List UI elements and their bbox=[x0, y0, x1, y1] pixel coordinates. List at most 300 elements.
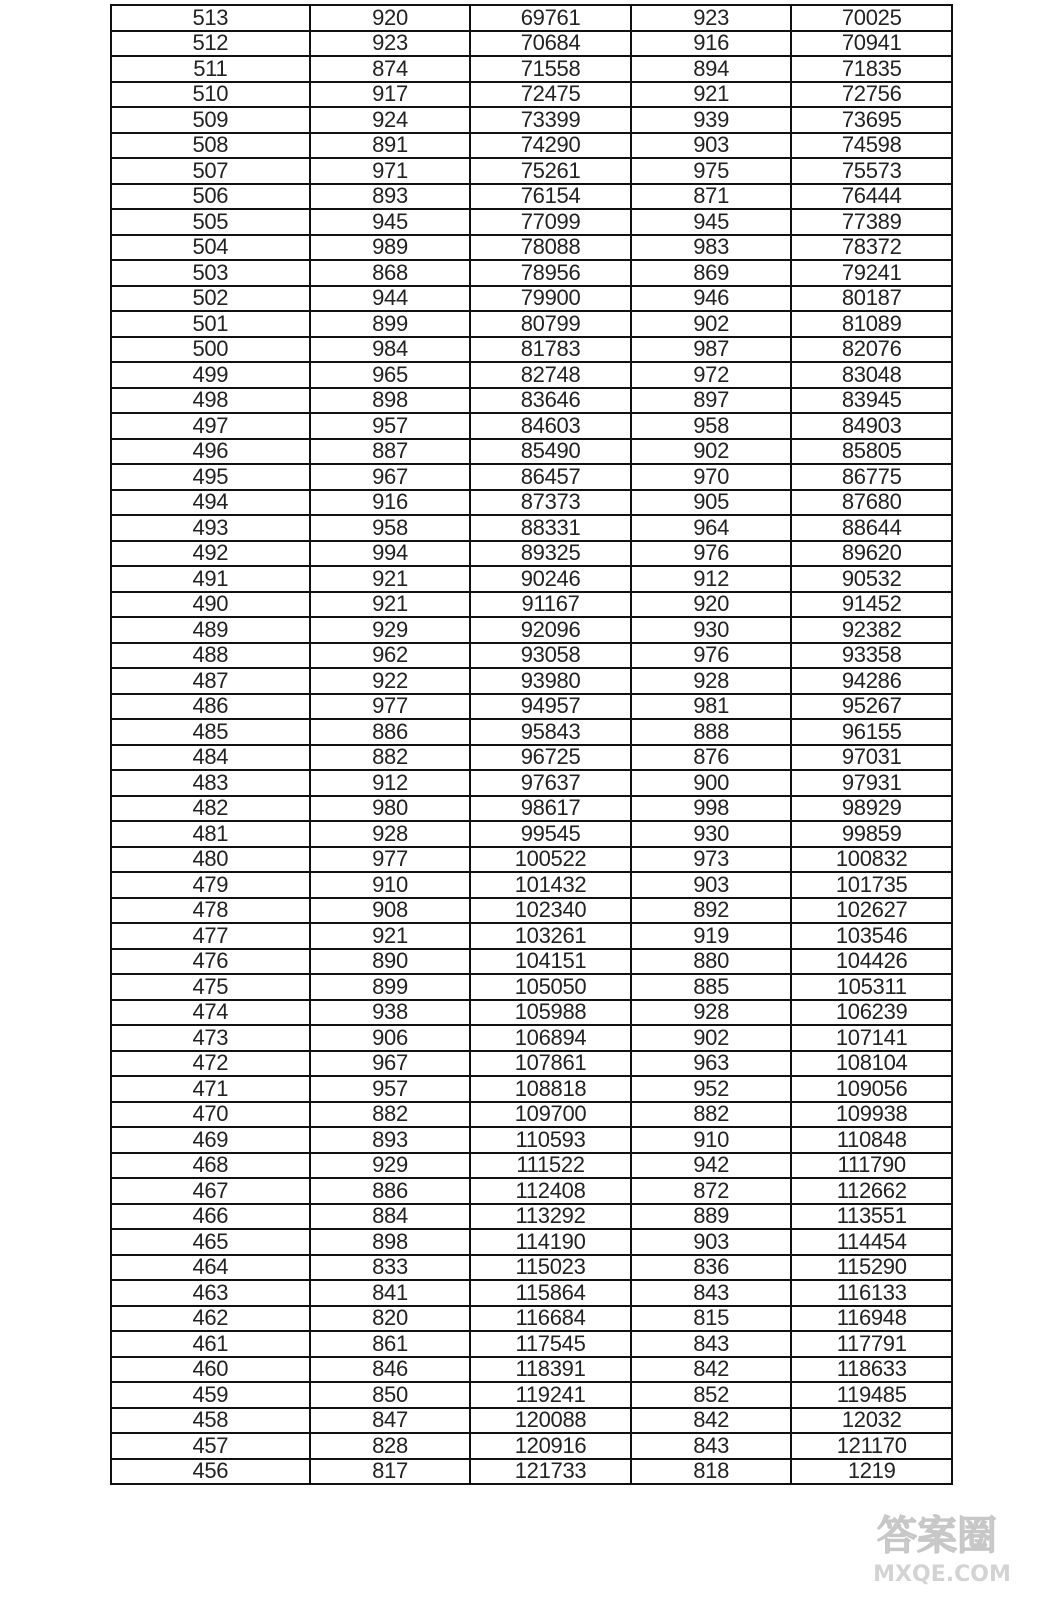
table-cell: 74598 bbox=[791, 133, 952, 159]
table-cell: 902 bbox=[631, 439, 792, 465]
table-cell: 97931 bbox=[791, 770, 952, 796]
table-cell: 109700 bbox=[470, 1102, 631, 1128]
table-cell: 920 bbox=[631, 592, 792, 618]
table-cell: 930 bbox=[631, 821, 792, 847]
table-cell: 104151 bbox=[470, 949, 631, 975]
table-cell: 495 bbox=[111, 464, 310, 490]
table-row bbox=[111, 1382, 952, 1408]
table-row bbox=[111, 1051, 952, 1077]
table-cell: 893 bbox=[310, 1127, 471, 1153]
table-cell: 81783 bbox=[470, 337, 631, 363]
table-row bbox=[111, 770, 952, 796]
table-cell: 511 bbox=[111, 56, 310, 82]
table-cell: 79900 bbox=[470, 286, 631, 312]
table-cell: 921 bbox=[631, 82, 792, 108]
table-row bbox=[111, 1433, 952, 1459]
table-cell: 94286 bbox=[791, 668, 952, 694]
table-cell: 487 bbox=[111, 668, 310, 694]
table-cell: 82076 bbox=[791, 337, 952, 363]
table-cell: 981 bbox=[631, 694, 792, 720]
table-cell: 72475 bbox=[470, 82, 631, 108]
table-cell: 994 bbox=[310, 541, 471, 567]
table-cell: 101432 bbox=[470, 872, 631, 898]
table-cell: 498 bbox=[111, 388, 310, 414]
table-cell: 876 bbox=[631, 745, 792, 771]
table-cell: 499 bbox=[111, 362, 310, 388]
table-row bbox=[111, 413, 952, 439]
table-cell: 111790 bbox=[791, 1153, 952, 1179]
table-cell: 116133 bbox=[791, 1280, 952, 1306]
table-cell: 972 bbox=[631, 362, 792, 388]
table-cell: 946 bbox=[631, 286, 792, 312]
table-cell: 103546 bbox=[791, 923, 952, 949]
table-cell: 113292 bbox=[470, 1204, 631, 1230]
table-cell: 101735 bbox=[791, 872, 952, 898]
table-cell: 464 bbox=[111, 1255, 310, 1281]
table-cell: 91167 bbox=[470, 592, 631, 618]
table-cell: 957 bbox=[310, 1076, 471, 1102]
watermark-graphic bbox=[842, 1499, 1032, 1589]
table-cell: 93058 bbox=[470, 643, 631, 669]
table-cell: 88644 bbox=[791, 515, 952, 541]
table-cell: 488 bbox=[111, 643, 310, 669]
table-cell: 477 bbox=[111, 923, 310, 949]
table-cell: 902 bbox=[631, 1025, 792, 1051]
table-cell: 815 bbox=[631, 1306, 792, 1332]
table-cell: 977 bbox=[310, 694, 471, 720]
table-cell: 977 bbox=[310, 847, 471, 873]
table-cell: 471 bbox=[111, 1076, 310, 1102]
table-cell: 869 bbox=[631, 260, 792, 286]
table-cell: 75573 bbox=[791, 158, 952, 184]
table-cell: 962 bbox=[310, 643, 471, 669]
table-cell: 929 bbox=[310, 1153, 471, 1179]
table-cell: 903 bbox=[631, 133, 792, 159]
table-cell: 912 bbox=[631, 566, 792, 592]
table-cell: 902 bbox=[631, 311, 792, 337]
table-row bbox=[111, 745, 952, 771]
table-cell: 95843 bbox=[470, 719, 631, 745]
table-cell: 928 bbox=[631, 1000, 792, 1026]
table-row bbox=[111, 5, 952, 31]
table-row bbox=[111, 1127, 952, 1153]
table-cell: 121170 bbox=[791, 1433, 952, 1459]
table-cell: 80187 bbox=[791, 286, 952, 312]
table-cell: 99545 bbox=[470, 821, 631, 847]
table-row bbox=[111, 1331, 952, 1357]
table-cell: 104426 bbox=[791, 949, 952, 975]
table-cell: 110593 bbox=[470, 1127, 631, 1153]
table-cell: 473 bbox=[111, 1025, 310, 1051]
table-cell: 512 bbox=[111, 31, 310, 57]
table-cell: 505 bbox=[111, 209, 310, 235]
table-cell: 507 bbox=[111, 158, 310, 184]
table-cell: 489 bbox=[111, 617, 310, 643]
table-cell: 872 bbox=[631, 1178, 792, 1204]
table-cell: 12032 bbox=[791, 1408, 952, 1434]
table-cell: 817 bbox=[310, 1459, 471, 1485]
table-cell: 77099 bbox=[470, 209, 631, 235]
table-cell: 484 bbox=[111, 745, 310, 771]
table-cell: 945 bbox=[310, 209, 471, 235]
table-cell: 874 bbox=[310, 56, 471, 82]
table-cell: 97637 bbox=[470, 770, 631, 796]
table-cell: 510 bbox=[111, 82, 310, 108]
table-cell: 980 bbox=[310, 796, 471, 822]
table-row bbox=[111, 311, 952, 337]
table-cell: 468 bbox=[111, 1153, 310, 1179]
table-row bbox=[111, 133, 952, 159]
table-cell: 987 bbox=[631, 337, 792, 363]
table-cell: 973 bbox=[631, 847, 792, 873]
table-cell: 886 bbox=[310, 1178, 471, 1204]
table-row bbox=[111, 541, 952, 567]
table-cell: 868 bbox=[310, 260, 471, 286]
watermark-text: 答案圈 bbox=[877, 1513, 997, 1559]
table-row bbox=[111, 643, 952, 669]
table-cell: 852 bbox=[631, 1382, 792, 1408]
table-row bbox=[111, 337, 952, 363]
table-row bbox=[111, 872, 952, 898]
score-distribution-table bbox=[110, 4, 953, 1485]
table-cell: 96725 bbox=[470, 745, 631, 771]
table-cell: 110848 bbox=[791, 1127, 952, 1153]
table-cell: 497 bbox=[111, 413, 310, 439]
table-cell: 109938 bbox=[791, 1102, 952, 1128]
table-cell: 76444 bbox=[791, 184, 952, 210]
table-cell: 945 bbox=[631, 209, 792, 235]
table-row bbox=[111, 617, 952, 643]
table-cell: 71558 bbox=[470, 56, 631, 82]
table-cell: 820 bbox=[310, 1306, 471, 1332]
table-cell: 930 bbox=[631, 617, 792, 643]
table-cell: 496 bbox=[111, 439, 310, 465]
table-cell: 923 bbox=[631, 5, 792, 31]
table-cell: 465 bbox=[111, 1229, 310, 1255]
table-cell: 921 bbox=[310, 923, 471, 949]
table-cell: 887 bbox=[310, 439, 471, 465]
table-cell: 118633 bbox=[791, 1357, 952, 1383]
table-cell: 506 bbox=[111, 184, 310, 210]
table-cell: 833 bbox=[310, 1255, 471, 1281]
table-row bbox=[111, 1408, 952, 1434]
table-cell: 989 bbox=[310, 235, 471, 261]
table-cell: 71835 bbox=[791, 56, 952, 82]
table-cell: 500 bbox=[111, 337, 310, 363]
table-cell: 884 bbox=[310, 1204, 471, 1230]
table-cell: 118391 bbox=[470, 1357, 631, 1383]
table-cell: 897 bbox=[631, 388, 792, 414]
table-cell: 90532 bbox=[791, 566, 952, 592]
table-cell: 459 bbox=[111, 1382, 310, 1408]
table-cell: 843 bbox=[631, 1280, 792, 1306]
table-row bbox=[111, 439, 952, 465]
table-cell: 882 bbox=[310, 1102, 471, 1128]
table-cell: 99859 bbox=[791, 821, 952, 847]
table-cell: 513 bbox=[111, 5, 310, 31]
table-cell: 89325 bbox=[470, 541, 631, 567]
table-cell: 105311 bbox=[791, 974, 952, 1000]
table-cell: 92096 bbox=[470, 617, 631, 643]
table-cell: 967 bbox=[310, 1051, 471, 1077]
table-row bbox=[111, 847, 952, 873]
table-row bbox=[111, 1306, 952, 1332]
table-cell: 475 bbox=[111, 974, 310, 1000]
table-cell: 890 bbox=[310, 949, 471, 975]
table-row bbox=[111, 694, 952, 720]
table-row bbox=[111, 362, 952, 388]
table-cell: 96155 bbox=[791, 719, 952, 745]
table-cell: 502 bbox=[111, 286, 310, 312]
table-cell: 457 bbox=[111, 1433, 310, 1459]
table-cell: 944 bbox=[310, 286, 471, 312]
table-cell: 886 bbox=[310, 719, 471, 745]
table-cell: 86457 bbox=[470, 464, 631, 490]
table-row bbox=[111, 1025, 952, 1051]
table-cell: 69761 bbox=[470, 5, 631, 31]
table-cell: 112408 bbox=[470, 1178, 631, 1204]
table-cell: 485 bbox=[111, 719, 310, 745]
table-cell: 70941 bbox=[791, 31, 952, 57]
table-cell: 919 bbox=[631, 923, 792, 949]
table-row bbox=[111, 1255, 952, 1281]
table-row bbox=[111, 1178, 952, 1204]
table-cell: 116948 bbox=[791, 1306, 952, 1332]
table-cell: 109056 bbox=[791, 1076, 952, 1102]
table-cell: 89620 bbox=[791, 541, 952, 567]
table-cell: 120916 bbox=[470, 1433, 631, 1459]
table-cell: 115023 bbox=[470, 1255, 631, 1281]
table-row bbox=[111, 668, 952, 694]
table-row bbox=[111, 107, 952, 133]
table-row bbox=[111, 592, 952, 618]
table-cell: 87373 bbox=[470, 490, 631, 516]
table-cell: 922 bbox=[310, 668, 471, 694]
table-cell: 107861 bbox=[470, 1051, 631, 1077]
watermark-url: MXQE.COM bbox=[873, 1562, 1011, 1587]
table-cell: 474 bbox=[111, 1000, 310, 1026]
table-cell: 1219 bbox=[791, 1459, 952, 1485]
table-cell: 903 bbox=[631, 872, 792, 898]
table-cell: 79241 bbox=[791, 260, 952, 286]
table-cell: 958 bbox=[631, 413, 792, 439]
table-row bbox=[111, 719, 952, 745]
table-cell: 892 bbox=[631, 898, 792, 924]
table-cell: 103261 bbox=[470, 923, 631, 949]
table-cell: 121733 bbox=[470, 1459, 631, 1485]
table-cell: 898 bbox=[310, 388, 471, 414]
table-cell: 861 bbox=[310, 1331, 471, 1357]
table-cell: 483 bbox=[111, 770, 310, 796]
table-row bbox=[111, 1076, 952, 1102]
table-cell: 117545 bbox=[470, 1331, 631, 1357]
table-cell: 504 bbox=[111, 235, 310, 261]
table-cell: 77389 bbox=[791, 209, 952, 235]
table-cell: 88331 bbox=[470, 515, 631, 541]
table-row bbox=[111, 490, 952, 516]
table-cell: 463 bbox=[111, 1280, 310, 1306]
table-cell: 910 bbox=[631, 1127, 792, 1153]
table-cell: 480 bbox=[111, 847, 310, 873]
table-cell: 893 bbox=[310, 184, 471, 210]
table-cell: 108104 bbox=[791, 1051, 952, 1077]
table-cell: 100832 bbox=[791, 847, 952, 873]
table-cell: 100522 bbox=[470, 847, 631, 873]
table-cell: 908 bbox=[310, 898, 471, 924]
table-cell: 462 bbox=[111, 1306, 310, 1332]
table-cell: 102627 bbox=[791, 898, 952, 924]
table-row bbox=[111, 796, 952, 822]
table-cell: 93980 bbox=[470, 668, 631, 694]
table-cell: 83646 bbox=[470, 388, 631, 414]
table-cell: 81089 bbox=[791, 311, 952, 337]
table-cell: 952 bbox=[631, 1076, 792, 1102]
table-cell: 846 bbox=[310, 1357, 471, 1383]
table-row bbox=[111, 158, 952, 184]
table-cell: 921 bbox=[310, 566, 471, 592]
table-cell: 106239 bbox=[791, 1000, 952, 1026]
table-cell: 84903 bbox=[791, 413, 952, 439]
table-cell: 107141 bbox=[791, 1025, 952, 1051]
table-cell: 970 bbox=[631, 464, 792, 490]
table-cell: 86775 bbox=[791, 464, 952, 490]
table-cell: 998 bbox=[631, 796, 792, 822]
table-row bbox=[111, 209, 952, 235]
table-cell: 78088 bbox=[470, 235, 631, 261]
table-cell: 492 bbox=[111, 541, 310, 567]
table-cell: 97031 bbox=[791, 745, 952, 771]
table-row bbox=[111, 1280, 952, 1306]
table-cell: 843 bbox=[631, 1331, 792, 1357]
table-cell: 466 bbox=[111, 1204, 310, 1230]
table-row bbox=[111, 1153, 952, 1179]
table-cell: 478 bbox=[111, 898, 310, 924]
table-cell: 74290 bbox=[470, 133, 631, 159]
table-cell: 80799 bbox=[470, 311, 631, 337]
table-cell: 84603 bbox=[470, 413, 631, 439]
table-cell: 111522 bbox=[470, 1153, 631, 1179]
table-cell: 964 bbox=[631, 515, 792, 541]
table-cell: 95267 bbox=[791, 694, 952, 720]
table-cell: 72756 bbox=[791, 82, 952, 108]
table-row bbox=[111, 235, 952, 261]
table-row bbox=[111, 464, 952, 490]
table-cell: 906 bbox=[310, 1025, 471, 1051]
table-cell: 900 bbox=[631, 770, 792, 796]
table-cell: 818 bbox=[631, 1459, 792, 1485]
table-cell: 842 bbox=[631, 1357, 792, 1383]
table-cell: 891 bbox=[310, 133, 471, 159]
table-cell: 976 bbox=[631, 643, 792, 669]
table-cell: 98617 bbox=[470, 796, 631, 822]
table-cell: 903 bbox=[631, 1229, 792, 1255]
table-cell: 842 bbox=[631, 1408, 792, 1434]
table-cell: 112662 bbox=[791, 1178, 952, 1204]
table-row bbox=[111, 286, 952, 312]
table-cell: 967 bbox=[310, 464, 471, 490]
table-cell: 114190 bbox=[470, 1229, 631, 1255]
table-cell: 93358 bbox=[791, 643, 952, 669]
table-cell: 888 bbox=[631, 719, 792, 745]
table-cell: 470 bbox=[111, 1102, 310, 1128]
table-cell: 70684 bbox=[470, 31, 631, 57]
table-cell: 942 bbox=[631, 1153, 792, 1179]
table-cell: 106894 bbox=[470, 1025, 631, 1051]
table-cell: 117791 bbox=[791, 1331, 952, 1357]
table-row bbox=[111, 82, 952, 108]
watermark-logo bbox=[842, 1499, 1032, 1594]
table-cell: 456 bbox=[111, 1459, 310, 1485]
table-cell: 83945 bbox=[791, 388, 952, 414]
table-row bbox=[111, 184, 952, 210]
table-cell: 76154 bbox=[470, 184, 631, 210]
table-cell: 938 bbox=[310, 1000, 471, 1026]
table-cell: 73399 bbox=[470, 107, 631, 133]
table-cell: 920 bbox=[310, 5, 471, 31]
table-cell: 467 bbox=[111, 1178, 310, 1204]
table-row bbox=[111, 260, 952, 286]
table-cell: 105050 bbox=[470, 974, 631, 1000]
table-cell: 899 bbox=[310, 311, 471, 337]
table-cell: 94957 bbox=[470, 694, 631, 720]
table-cell: 458 bbox=[111, 1408, 310, 1434]
table-cell: 503 bbox=[111, 260, 310, 286]
table-cell: 460 bbox=[111, 1357, 310, 1383]
table-cell: 965 bbox=[310, 362, 471, 388]
table-row bbox=[111, 515, 952, 541]
table-cell: 847 bbox=[310, 1408, 471, 1434]
table-cell: 108818 bbox=[470, 1076, 631, 1102]
table-cell: 113551 bbox=[791, 1204, 952, 1230]
table-cell: 481 bbox=[111, 821, 310, 847]
table-cell: 843 bbox=[631, 1433, 792, 1459]
table-row bbox=[111, 1357, 952, 1383]
table-cell: 119485 bbox=[791, 1382, 952, 1408]
table-cell: 871 bbox=[631, 184, 792, 210]
table-cell: 509 bbox=[111, 107, 310, 133]
table-cell: 78372 bbox=[791, 235, 952, 261]
table-cell: 917 bbox=[310, 82, 471, 108]
table-row bbox=[111, 566, 952, 592]
table-cell: 70025 bbox=[791, 5, 952, 31]
table-cell: 916 bbox=[310, 490, 471, 516]
table-row bbox=[111, 1459, 952, 1485]
table-row bbox=[111, 923, 952, 949]
table-cell: 87680 bbox=[791, 490, 952, 516]
table-cell: 894 bbox=[631, 56, 792, 82]
table-cell: 461 bbox=[111, 1331, 310, 1357]
table-cell: 493 bbox=[111, 515, 310, 541]
table-cell: 98929 bbox=[791, 796, 952, 822]
table-cell: 939 bbox=[631, 107, 792, 133]
table-cell: 486 bbox=[111, 694, 310, 720]
table-cell: 963 bbox=[631, 1051, 792, 1077]
table-cell: 73695 bbox=[791, 107, 952, 133]
table-cell: 105988 bbox=[470, 1000, 631, 1026]
table-cell: 85490 bbox=[470, 439, 631, 465]
table-cell: 91452 bbox=[791, 592, 952, 618]
table-row bbox=[111, 1204, 952, 1230]
table-cell: 898 bbox=[310, 1229, 471, 1255]
table-cell: 899 bbox=[310, 974, 471, 1000]
table-row bbox=[111, 31, 952, 57]
table-cell: 491 bbox=[111, 566, 310, 592]
table-cell: 923 bbox=[310, 31, 471, 57]
table-cell: 83048 bbox=[791, 362, 952, 388]
table-cell: 828 bbox=[310, 1433, 471, 1459]
table-cell: 850 bbox=[310, 1382, 471, 1408]
table-cell: 929 bbox=[310, 617, 471, 643]
